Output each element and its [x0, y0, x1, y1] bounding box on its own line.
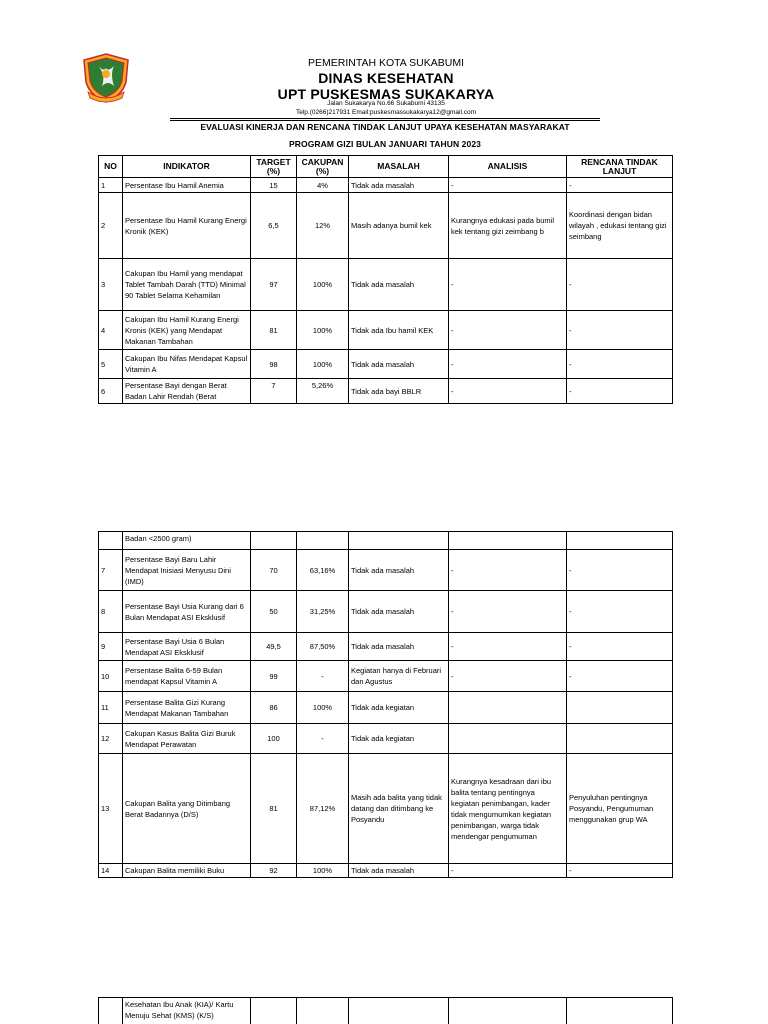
table-row [99, 379, 673, 404]
cell-cakupan: 4% [297, 178, 349, 193]
cell-cakupan: 12% [297, 193, 349, 259]
cell-target: 81 [251, 754, 297, 864]
unit-name: UPT PUSKESMAS SUKAKARYA [277, 86, 495, 102]
cell-indikator: Cakupan Ibu Hamil Kurang Energi Kronis (KEK) yang Mendapat Makanan Tambahan [123, 311, 251, 350]
cell-no: 3 [99, 259, 123, 311]
cell-no: 13 [99, 754, 123, 864]
cell-masalah: Tidak ada masalah [349, 591, 449, 633]
cell-indikator: Cakupan Balita yang Ditimbang Berat Badannya (D/S) [123, 754, 251, 864]
table-row [99, 591, 673, 633]
cell-cakupan: 87,50% [297, 633, 349, 661]
cell-no: 8 [99, 591, 123, 633]
cell-analisis: - [449, 864, 567, 878]
cell-target: 99 [251, 661, 297, 692]
cell-masalah: Tidak ada kegiatan [349, 724, 449, 754]
cell-rtl [567, 532, 673, 550]
cell-analisis: Kurangnya kesadraan dari ibu balita tentang pentingnya kegiatan penimbangan, kader tidak mengumumkan kegiatan penimbangan, warga tidak mendengar pengumuman [449, 754, 567, 864]
cell-no: 12 [99, 724, 123, 754]
cell-analisis [449, 724, 567, 754]
cell-masalah [349, 532, 449, 550]
city-crest-icon [80, 52, 132, 104]
cell-indikator: Cakupan Kasus Balita Gizi Buruk Mendapat Perawatan [123, 724, 251, 754]
table-row [99, 998, 673, 1024]
cell-no: 5 [99, 350, 123, 379]
cell-masalah: Tidak ada masalah [349, 178, 449, 193]
cell-analisis [449, 692, 567, 724]
document-title: EVALUASI KINERJA DAN RENCANA TINDAK LANJUT UPAYA KESEHATAN MASYARAKAT [200, 122, 570, 132]
document-subtitle: PROGRAM GIZI BULAN JANUARI TAHUN 2023 [289, 139, 481, 149]
cell-target: 97 [251, 259, 297, 311]
cell-cakupan: 100% [297, 350, 349, 379]
cell-target: 86 [251, 692, 297, 724]
cell-indikator: Persentase Bayi Usia 6 Bulan Mendapat ASI Eksklusif [123, 633, 251, 661]
cell-rtl: - [567, 311, 673, 350]
cell-indikator: Cakupan Ibu Hamil yang mendapat Tablet Tambah Darah (TTD) Minimal 90 Tablet Selama Kehamilan [123, 259, 251, 311]
cell-analisis: - [449, 350, 567, 379]
cell-rtl: - [567, 350, 673, 379]
cell-indikator: Badan <2500 gram) [123, 532, 251, 550]
header-rtl: RENCANA TINDAK LANJUT [567, 156, 673, 178]
table-row [99, 532, 673, 550]
cell-masalah: Tidak ada Ibu hamil KEK [349, 311, 449, 350]
cell-cakupan: 87,12% [297, 754, 349, 864]
contact-line: Telp.(0266)217931 Email:puskesmassukakarya12@gmail.com [295, 109, 477, 116]
cell-masalah: Tidak ada masalah [349, 350, 449, 379]
cell-rtl: - [567, 259, 673, 311]
header-indikator: INDIKATOR [123, 156, 251, 178]
header-masalah: MASALAH [349, 156, 449, 178]
cell-indikator: Kesehatan Ibu Anak (KIA)/ Kartu Menuju Sehat (KMS) (K/S) [123, 998, 251, 1024]
cell-no [99, 998, 123, 1024]
cell-analisis: - [449, 633, 567, 661]
cell-analisis: - [449, 379, 567, 404]
cell-masalah: Tidak ada bayi BBLR [349, 379, 449, 404]
table-row [99, 661, 673, 692]
table-row [99, 259, 673, 311]
city-crest-logo [80, 52, 132, 104]
cell-target: 15 [251, 178, 297, 193]
cell-masalah: Tidak ada kegiatan [349, 692, 449, 724]
letterhead-divider [170, 120, 600, 121]
evaluation-table-continued [98, 997, 673, 1024]
cell-no: 1 [99, 178, 123, 193]
cell-target [251, 532, 297, 550]
cell-cakupan: 100% [297, 864, 349, 878]
cell-indikator: Persentase Bayi dengan Berat Badan Lahir Rendah (Berat [123, 379, 251, 404]
evaluation-table [98, 155, 673, 404]
cell-masalah [349, 998, 449, 1024]
header-cakupan: CAKUPAN (%) [297, 156, 349, 178]
table-header-row [99, 156, 673, 178]
cell-masalah: Tidak ada masalah [349, 864, 449, 878]
table-row [99, 633, 673, 661]
table-row [99, 550, 673, 591]
letterhead-divider [170, 118, 600, 119]
cell-analisis [449, 998, 567, 1024]
cell-no [99, 532, 123, 550]
table-row [99, 178, 673, 193]
cell-indikator: Persentase Bayi Baru Lahir Mendapat Inisiasi Menyusu Dini (IMD) [123, 550, 251, 591]
cell-analisis: - [449, 550, 567, 591]
cell-no: 2 [99, 193, 123, 259]
cell-indikator: Persentase Balita Gizi Kurang Mendapat Makanan Tambahan [123, 692, 251, 724]
cell-target: 100 [251, 724, 297, 754]
cell-analisis: - [449, 311, 567, 350]
cell-indikator: Persentase Bayi Usia Kurang dari 6 Bulan Mendapat ASI Eksklusif [123, 591, 251, 633]
cell-cakupan: - [297, 724, 349, 754]
cell-indikator: Persentase Ibu Hamil Kurang Energi Kronik (KEK) [123, 193, 251, 259]
cell-rtl: - [567, 178, 673, 193]
cell-target: 6,5 [251, 193, 297, 259]
header-target: TARGET (%) [251, 156, 297, 178]
cell-rtl: - [567, 550, 673, 591]
cell-rtl: - [567, 379, 673, 404]
table-row [99, 311, 673, 350]
table-row [99, 864, 673, 878]
cell-cakupan: 31,25% [297, 591, 349, 633]
cell-rtl: - [567, 661, 673, 692]
cell-cakupan: 100% [297, 259, 349, 311]
cell-cakupan: 100% [297, 692, 349, 724]
cell-masalah: Kegiatan hanya di Februari dan Agustus [349, 661, 449, 692]
cell-no: 11 [99, 692, 123, 724]
cell-analisis [449, 532, 567, 550]
cell-target: 98 [251, 350, 297, 379]
cell-no: 9 [99, 633, 123, 661]
header-analisis: ANALISIS [449, 156, 567, 178]
cell-rtl: Koordinasi dengan bidan wilayah , edukasi tentang gizi seimbang [567, 193, 673, 259]
cell-cakupan [297, 998, 349, 1024]
cell-rtl: - [567, 864, 673, 878]
cell-no: 7 [99, 550, 123, 591]
cell-analisis: - [449, 259, 567, 311]
cell-target: 49,5 [251, 633, 297, 661]
cell-indikator: Persentase Balita 6-59 Bulan mendapat Kapsul Vitamin A [123, 661, 251, 692]
cell-no: 14 [99, 864, 123, 878]
table-row [99, 692, 673, 724]
cell-no: 6 [99, 379, 123, 404]
cell-rtl: Penyuluhan pentingnya Posyandu, Pengumuman menggunakan grup WA [567, 754, 673, 864]
agency-name: DINAS KESEHATAN [318, 70, 454, 86]
cell-rtl [567, 998, 673, 1024]
table-row [99, 754, 673, 864]
cell-indikator: Cakupan Balita memiliki Buku [123, 864, 251, 878]
cell-target: 81 [251, 311, 297, 350]
cell-target [251, 998, 297, 1024]
cell-analisis: Kurangnya edukasi pada bumil kek tentang gizi zeimbang b [449, 193, 567, 259]
cell-rtl [567, 724, 673, 754]
cell-analisis: - [449, 591, 567, 633]
cell-no: 10 [99, 661, 123, 692]
cell-masalah: Masih ada balita yang tidak datang dan ditimbang ke Posyandu [349, 754, 449, 864]
evaluation-table-continued [98, 531, 673, 878]
cell-indikator: Cakupan Ibu Nifas Mendapat Kapsul Vitamin A [123, 350, 251, 379]
cell-cakupan: 5,26% [297, 379, 349, 404]
cell-analisis: - [449, 661, 567, 692]
cell-masalah: Masih adanya bumil kek [349, 193, 449, 259]
cell-cakupan: 63,16% [297, 550, 349, 591]
cell-masalah: Tidak ada masalah [349, 550, 449, 591]
cell-cakupan [297, 532, 349, 550]
government-name: PEMERINTAH KOTA SUKABUMI [308, 57, 464, 69]
cell-rtl [567, 692, 673, 724]
table-row [99, 724, 673, 754]
cell-target: 50 [251, 591, 297, 633]
cell-cakupan: 100% [297, 311, 349, 350]
header-no: NO [99, 156, 123, 178]
cell-rtl: - [567, 591, 673, 633]
cell-masalah: Tidak ada masalah [349, 259, 449, 311]
table-row [99, 350, 673, 379]
cell-masalah: Tidak ada masalah [349, 633, 449, 661]
cell-target: 70 [251, 550, 297, 591]
cell-analisis: - [449, 178, 567, 193]
cell-target: 92 [251, 864, 297, 878]
cell-no: 4 [99, 311, 123, 350]
cell-cakupan: - [297, 661, 349, 692]
table-row [99, 193, 673, 259]
cell-indikator: Persentase Ibu Hamil Anemia [123, 178, 251, 193]
cell-target: 7 [251, 379, 297, 404]
address-line: Jalan Sukakarya No.66 Sukabumi 43135 [327, 100, 445, 107]
cell-rtl: - [567, 633, 673, 661]
